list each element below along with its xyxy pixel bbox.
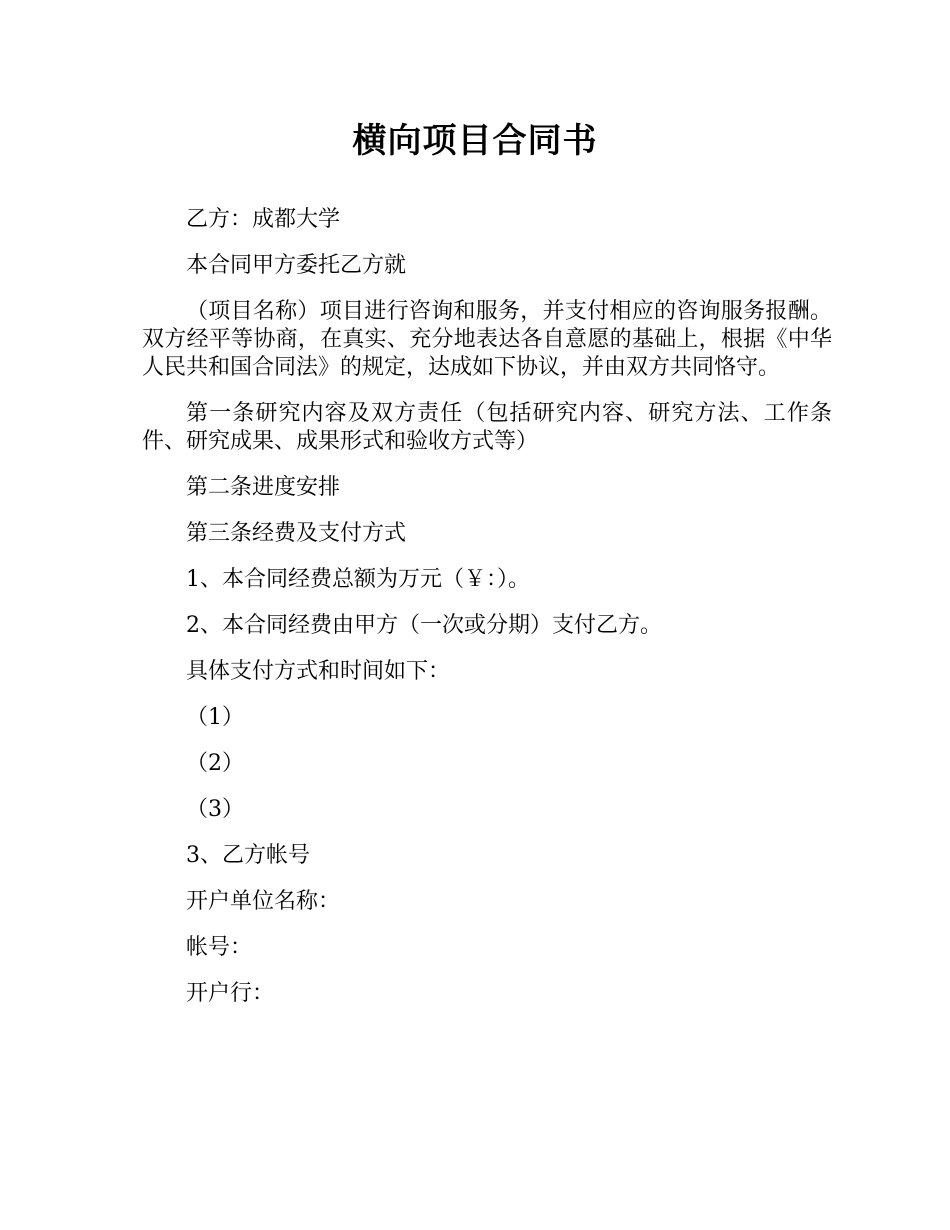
- article-1-heading: 第一条研究内容及双方责任（包括研究内容、研究方法、工作条件、研究成果、成果形式和验收方式等）: [142, 401, 832, 454]
- project-description-paragraph: （项目名称）项目进行咨询和服务，并支付相应的咨询服务报酬。双方经平等协商，在真实、充分地表达各自意愿的基础上，根据《中华人民共和国合同法》的规定，达成如下协议，并由双方共同恪守。: [142, 299, 832, 380]
- account-holder-name: 开户单位名称：: [186, 889, 341, 914]
- document-title: 横向项目合同书: [352, 121, 598, 161]
- party-b-account-heading: 3、乙方帐号: [186, 843, 310, 868]
- payment-method-intro: 具体支付方式和时间如下：: [186, 659, 451, 684]
- account-number: 帐号：: [186, 935, 253, 960]
- funding-total-line: 1、本合同经费总额为万元（￥：）。: [186, 567, 530, 592]
- commission-intro: 本合同甲方委托乙方就: [186, 253, 407, 278]
- party-b-line: 乙方：成都大学: [186, 207, 341, 232]
- payment-item-3: （3）: [186, 797, 244, 822]
- article-3-heading: 第三条经费及支付方式: [186, 521, 407, 546]
- article-2-heading: 第二条进度安排: [186, 475, 341, 500]
- document-body: [142, 206, 832, 1026]
- funding-payment-line: 2、本合同经费由甲方（一次或分期）支付乙方。: [186, 613, 662, 638]
- bank-name: 开户行：: [186, 981, 275, 1006]
- payment-item-2: （2）: [186, 751, 244, 776]
- payment-item-1: （1）: [186, 705, 244, 730]
